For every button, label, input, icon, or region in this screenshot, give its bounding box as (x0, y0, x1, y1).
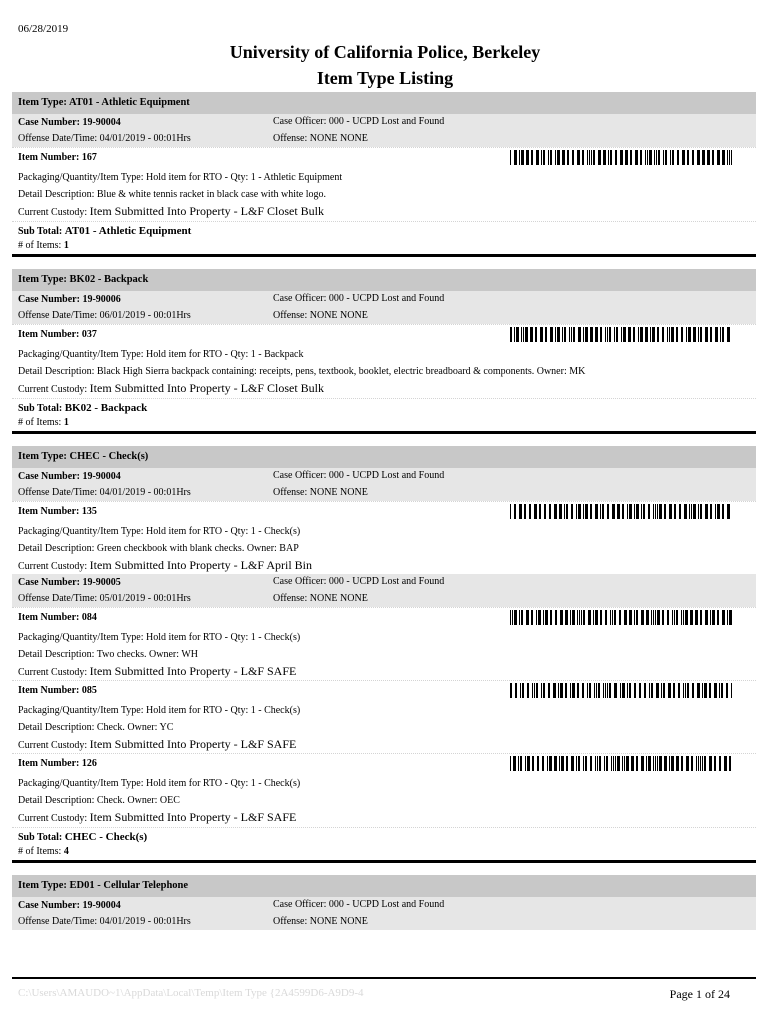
case-officer-label: Case Officer: (273, 116, 327, 127)
subtotal (18, 399, 756, 416)
item-number-value: 085 (81, 685, 97, 696)
case-number (18, 117, 121, 128)
packaging-info-value: Hold item for RTO - Qty: 1 - Check(s) (145, 632, 301, 643)
item-count-label: # of Items: (18, 240, 62, 251)
detail-description-value: Check. Owner: OEC (96, 795, 180, 806)
packaging-info-value: Hold item for RTO - Qty: 1 - Backpack (145, 349, 304, 360)
offense-value: NONE NONE (309, 133, 368, 144)
case-number (18, 471, 121, 482)
current-custody-label: Current Custody: (18, 667, 88, 678)
detail-description (12, 792, 756, 809)
offense-value: NONE NONE (309, 593, 368, 604)
item-type-header (12, 875, 756, 897)
item-type-group (12, 269, 756, 434)
offense-datetime-label: Offense Date/Time: (18, 487, 98, 498)
item-number (18, 329, 97, 340)
offense-value: NONE NONE (309, 487, 368, 498)
item-number-label: Item Number: (18, 758, 80, 769)
item-type-header-value: ED01 - Cellular Telephone (69, 880, 189, 891)
case-number-value: 19-90004 (82, 471, 121, 482)
case-officer-value: 000 - UCPD Lost and Found (328, 116, 445, 127)
item-type-header-value: BK02 - Backpack (69, 274, 149, 285)
item-count-label: # of Items: (18, 846, 62, 857)
item-row (12, 324, 756, 344)
current-custody-label: Current Custody: (18, 813, 88, 824)
current-custody (12, 809, 756, 826)
case-officer (273, 470, 444, 481)
case-officer (273, 293, 444, 304)
offense (273, 487, 368, 498)
packaging-info (12, 629, 756, 646)
item-type-header-label: Item Type: (18, 451, 67, 462)
item-type-header-value: AT01 - Athletic Equipment (68, 97, 190, 108)
case-officer-value: 000 - UCPD Lost and Found (328, 899, 445, 910)
case-officer-label: Case Officer: (273, 576, 327, 587)
current-custody (12, 380, 756, 397)
item-row (12, 501, 756, 521)
detail-description-value: Blue & white tennis racket in black case with white logo. (96, 189, 326, 200)
subtotal-value: CHEC - Check(s) (64, 831, 148, 843)
item-number-label: Item Number: (18, 612, 80, 623)
current-custody-value: Item Submitted Into Property - L&F SAFE (89, 664, 297, 678)
packaging-info (12, 702, 756, 719)
item-number-value: 135 (81, 506, 97, 517)
case-officer-value: 000 - UCPD Lost and Found (328, 576, 445, 587)
detail-description (12, 540, 756, 557)
report-body (12, 92, 756, 942)
current-custody-label: Current Custody: (18, 384, 88, 395)
case-officer (273, 576, 444, 587)
offense-label: Offense: (273, 593, 308, 604)
subtotal-value: BK02 - Backpack (64, 402, 148, 414)
item-type-header (12, 446, 756, 468)
subtotal-block (12, 221, 756, 253)
item-type-group (12, 446, 756, 863)
detail-description (12, 363, 756, 380)
detail-description-value: Two checks. Owner: WH (96, 649, 199, 660)
detail-description-label: Detail Description: (18, 795, 95, 806)
offense-datetime-value: 04/01/2019 - 00:01Hrs (99, 487, 191, 498)
case-row (12, 897, 756, 930)
case-officer-value: 000 - UCPD Lost and Found (328, 293, 445, 304)
current-custody-value: Item Submitted Into Property - L&F Closet Bulk (89, 381, 324, 395)
item-type-header-value: CHEC - Check(s) (69, 451, 149, 462)
case-row (12, 114, 756, 147)
item-type-header (12, 92, 756, 114)
detail-description (12, 646, 756, 663)
case-number-label: Case Number: (18, 900, 80, 911)
barcode-icon (510, 150, 732, 165)
case-number-label: Case Number: (18, 117, 80, 128)
current-custody-value: Item Submitted Into Property - L&F SAFE (89, 737, 297, 751)
footer-divider (12, 977, 756, 979)
item-row (12, 680, 756, 700)
case-officer-value: 000 - UCPD Lost and Found (328, 470, 445, 481)
group-divider (12, 431, 756, 434)
case-number (18, 900, 121, 911)
case-number (18, 577, 121, 588)
item-number-label: Item Number: (18, 152, 80, 163)
case-number-value: 19-90004 (82, 117, 121, 128)
item-count-value: 1 (63, 417, 69, 428)
barcode-icon (510, 327, 732, 342)
item-number (18, 152, 97, 163)
detail-description (12, 186, 756, 203)
offense-datetime-label: Offense Date/Time: (18, 133, 98, 144)
offense-label: Offense: (273, 487, 308, 498)
offense (273, 916, 368, 927)
case-row (12, 291, 756, 324)
case-number-label: Case Number: (18, 577, 80, 588)
packaging-info-value: Hold item for RTO - Qty: 1 - Check(s) (145, 705, 301, 716)
detail-description-label: Detail Description: (18, 366, 95, 377)
detail-description-value: Check. Owner: YC (96, 722, 174, 733)
case-row (12, 468, 756, 501)
item-type-group (12, 875, 756, 930)
packaging-info-label: Packaging/Quantity/Item Type: (18, 349, 144, 360)
offense (273, 133, 368, 144)
packaging-info-value: Hold item for RTO - Qty: 1 - Check(s) (145, 526, 301, 537)
report-date: 06/28/2019 (18, 23, 69, 35)
packaging-info (12, 775, 756, 792)
subtotal-label: Sub Total: (18, 226, 63, 237)
offense-datetime-label: Offense Date/Time: (18, 916, 98, 927)
packaging-info-label: Packaging/Quantity/Item Type: (18, 172, 144, 183)
offense-datetime-value: 04/01/2019 - 00:01Hrs (99, 916, 191, 927)
current-custody-value: Item Submitted Into Property - L&F SAFE (89, 810, 297, 824)
offense-label: Offense: (273, 916, 308, 927)
subtotal-label: Sub Total: (18, 832, 63, 843)
item-count (18, 845, 756, 859)
barcode-icon (510, 610, 732, 625)
packaging-info-label: Packaging/Quantity/Item Type: (18, 778, 144, 789)
current-custody-label: Current Custody: (18, 740, 88, 751)
offense-datetime (18, 310, 191, 321)
case-officer (273, 899, 444, 910)
offense-datetime (18, 916, 191, 927)
current-custody (12, 203, 756, 220)
subtotal-block (12, 398, 756, 430)
item-number (18, 612, 97, 623)
current-custody-value: Item Submitted Into Property - L&F Closet Bulk (89, 204, 324, 218)
item-type-header-label: Item Type: (18, 880, 67, 891)
item-type-header-label: Item Type: (18, 97, 67, 108)
subtotal (18, 828, 756, 845)
offense-datetime-label: Offense Date/Time: (18, 593, 98, 604)
offense-value: NONE NONE (309, 310, 368, 321)
detail-description (12, 719, 756, 736)
current-custody-label: Current Custody: (18, 561, 88, 572)
report-subtitle: Item Type Listing (316, 68, 454, 88)
item-number (18, 685, 97, 696)
packaging-info-value: Hold item for RTO - Qty: 1 - Athletic Equipment (145, 172, 343, 183)
group-divider (12, 254, 756, 257)
item-type-header-label: Item Type: (18, 274, 67, 285)
offense-label: Offense: (273, 133, 308, 144)
case-officer-label: Case Officer: (273, 293, 327, 304)
subtotal-block (12, 827, 756, 859)
offense-datetime-value: 06/01/2019 - 00:01Hrs (99, 310, 191, 321)
offense-datetime (18, 593, 191, 604)
group-divider (12, 860, 756, 863)
item-number-value: 126 (81, 758, 97, 769)
item-number (18, 506, 97, 517)
item-number-label: Item Number: (18, 506, 80, 517)
packaging-info-label: Packaging/Quantity/Item Type: (18, 705, 144, 716)
packaging-info-label: Packaging/Quantity/Item Type: (18, 632, 144, 643)
offense-datetime-value: 05/01/2019 - 00:01Hrs (99, 593, 191, 604)
current-custody (12, 663, 756, 680)
barcode-icon (510, 683, 732, 698)
offense-datetime-value: 04/01/2019 - 00:01Hrs (99, 133, 191, 144)
case-officer (273, 116, 444, 127)
offense (273, 593, 368, 604)
item-row (12, 753, 756, 773)
offense-datetime-label: Offense Date/Time: (18, 310, 98, 321)
subtotal-label: Sub Total: (18, 403, 63, 414)
subtotal-value: AT01 - Athletic Equipment (64, 225, 192, 237)
case-number-value: 19-90005 (82, 577, 121, 588)
barcode-icon (510, 756, 732, 771)
item-count (18, 239, 756, 253)
detail-description-value: Black High Sierra backpack containing: receipts, pens, textbook, booklet, electric breadboard & components. Owner: MK (96, 366, 586, 377)
detail-description-label: Detail Description: (18, 722, 95, 733)
current-custody-value: Item Submitted Into Property - L&F April Bin (89, 558, 312, 572)
page-number: Page 1 of 24 (669, 987, 730, 1001)
detail-description-label: Detail Description: (18, 543, 95, 554)
footer-file-path: C:\Users\AMAUDO~1\AppData\Local\Temp\Item Type {2A4599D6-A9D9-4 (18, 987, 364, 999)
item-number-value: 084 (81, 612, 97, 623)
packaging-info (12, 523, 756, 540)
item-type-group (12, 92, 756, 257)
packaging-info (12, 169, 756, 186)
item-number (18, 758, 97, 769)
offense-datetime (18, 133, 191, 144)
item-count-label: # of Items: (18, 417, 62, 428)
case-officer-label: Case Officer: (273, 470, 327, 481)
report-title: University of California Police, Berkeley (229, 42, 541, 62)
item-number-label: Item Number: (18, 685, 80, 696)
packaging-info (12, 346, 756, 363)
offense-datetime (18, 487, 191, 498)
detail-description-label: Detail Description: (18, 649, 95, 660)
item-count (18, 416, 756, 430)
case-number-label: Case Number: (18, 471, 80, 482)
item-count-value: 4 (63, 846, 69, 857)
barcode-icon (510, 504, 732, 519)
item-row (12, 147, 756, 167)
item-number-value: 037 (81, 329, 97, 340)
packaging-info-label: Packaging/Quantity/Item Type: (18, 526, 144, 537)
item-type-header (12, 269, 756, 291)
item-row (12, 607, 756, 627)
case-number (18, 294, 121, 305)
current-custody-label: Current Custody: (18, 207, 88, 218)
case-number-value: 19-90004 (82, 900, 121, 911)
packaging-info-value: Hold item for RTO - Qty: 1 - Check(s) (145, 778, 301, 789)
current-custody (12, 736, 756, 753)
detail-description-value: Green checkbook with blank checks. Owner: BAP (96, 543, 299, 554)
detail-description-label: Detail Description: (18, 189, 95, 200)
case-number-value: 19-90006 (82, 294, 121, 305)
item-count-value: 1 (63, 240, 69, 251)
case-row (12, 574, 756, 607)
case-number-label: Case Number: (18, 294, 80, 305)
current-custody (12, 557, 756, 574)
item-number-label: Item Number: (18, 329, 80, 340)
case-officer-label: Case Officer: (273, 899, 327, 910)
offense-value: NONE NONE (309, 916, 368, 927)
subtotal (18, 222, 756, 239)
offense-label: Offense: (273, 310, 308, 321)
item-number-value: 167 (81, 152, 97, 163)
offense (273, 310, 368, 321)
